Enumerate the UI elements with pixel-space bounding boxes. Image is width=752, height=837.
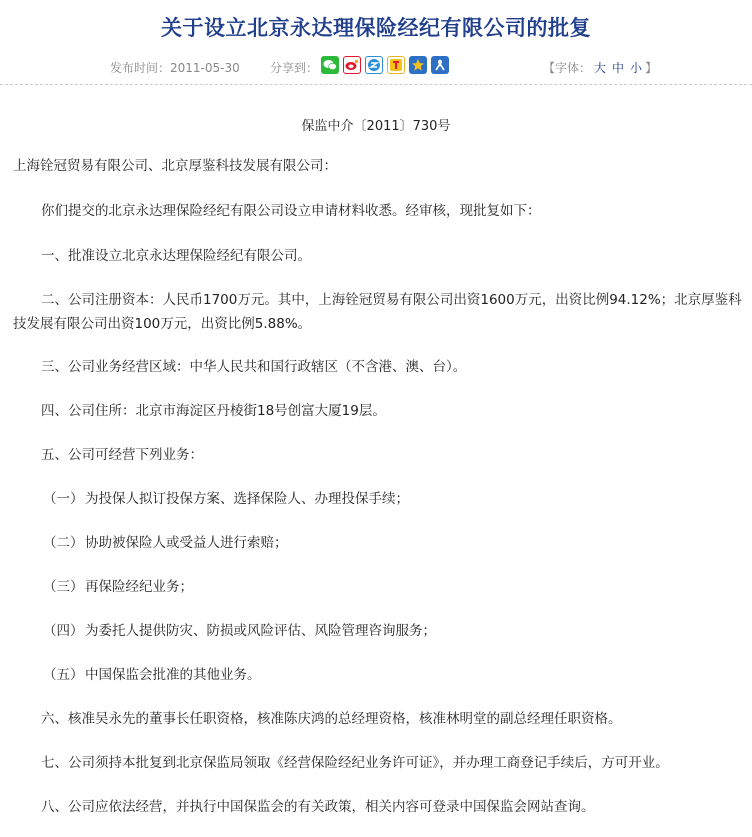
paragraph-7: 七、公司须持本批复到北京保监局领取《经营保险经纪业务许可证》，并办理工商登记手续后，方可开业。 [41,755,669,771]
paragraph-1: 一、批准设立北京永达理保险经纪有限公司。 [41,248,311,264]
business-item-text: 为投保人拟订投保方案、选择保险人、办理投保手续； [85,491,409,507]
business-item [43,532,752,555]
share-icons [321,56,449,74]
paragraph-6: 六、核准吴永先的董事长任职资格，核准陈庆鸿的总经理资格，核准林明堂的副总经理任职资格。 [41,711,622,727]
paragraph-2-line-1: 二、公司注册资本：人民币1700万元。其中，上海铨冠贸易有限公司出资1600万元，出资比例94.12%；北京厚鉴科 [41,292,742,308]
font-size-selector [543,59,657,76]
wechat-icon[interactable] [321,56,339,74]
font-size-small[interactable]: 小 [630,61,643,75]
paragraph-8: 八、公司应依法经营，并执行中国保监会的有关政策，相关内容可登录中国保监会网站查询。 [41,799,595,815]
intro-paragraph: 你们提交的北京永达理保险经纪有限公司设立申请材料收悉。经审核，现批复如下： [41,203,541,219]
business-item [43,664,752,687]
font-size-prefix: 【字体： [543,61,592,75]
font-size-medium[interactable]: 中 [612,61,625,75]
qzone-icon[interactable] [365,56,383,74]
business-item [43,620,752,643]
meta-bar [0,56,752,78]
weibo-icon[interactable] [343,56,361,74]
business-item [43,576,752,599]
business-item-number: （三） [43,579,84,595]
publish-date: 发布时间：2011-05-30 [110,61,240,75]
business-item-text: 为委托人提供防灾、防损或风险评估、风险管理咨询服务； [85,623,436,639]
paragraph-2-line-2: 技发展有限公司出资100万元，出资比例5.88%。 [13,316,312,332]
business-item-number: （二） [43,535,84,551]
divider [0,84,752,85]
font-size-large[interactable]: 大 [594,61,607,75]
business-item-text: 中国保监会批准的其他业务。 [85,667,261,683]
paragraph-5: 五、公司可经营下列业务： [41,447,203,463]
tencent-weibo-icon[interactable] [387,56,405,74]
business-item-number: （五） [43,667,84,683]
paragraph-4: 四、公司住所：北京市海淀区丹棱街18号创富大厦19层。 [41,403,386,419]
paragraph-3: 三、公司业务经营区域：中华人民共和国行政辖区（不含港、澳、台）。 [41,359,467,375]
addressee: 上海铨冠贸易有限公司、北京厚鉴科技发展有限公司： [13,158,337,174]
business-item-number: （一） [43,491,84,507]
document-number: 保监中介〔2011〕730号 [301,119,451,134]
font-size-suffix: 】 [645,61,658,75]
page-title: 关于设立北京永达理保险经纪有限公司的批复 [161,16,591,40]
renren-icon[interactable] [431,56,449,74]
business-item-text: 协助被保险人或受益人进行索赔； [85,535,288,551]
business-item [43,488,752,511]
business-item-number: （四） [43,623,84,639]
share-label: 分享到： [270,61,319,75]
qq-icon[interactable] [409,56,427,74]
business-item-text: 再保险经纪业务； [85,579,193,595]
